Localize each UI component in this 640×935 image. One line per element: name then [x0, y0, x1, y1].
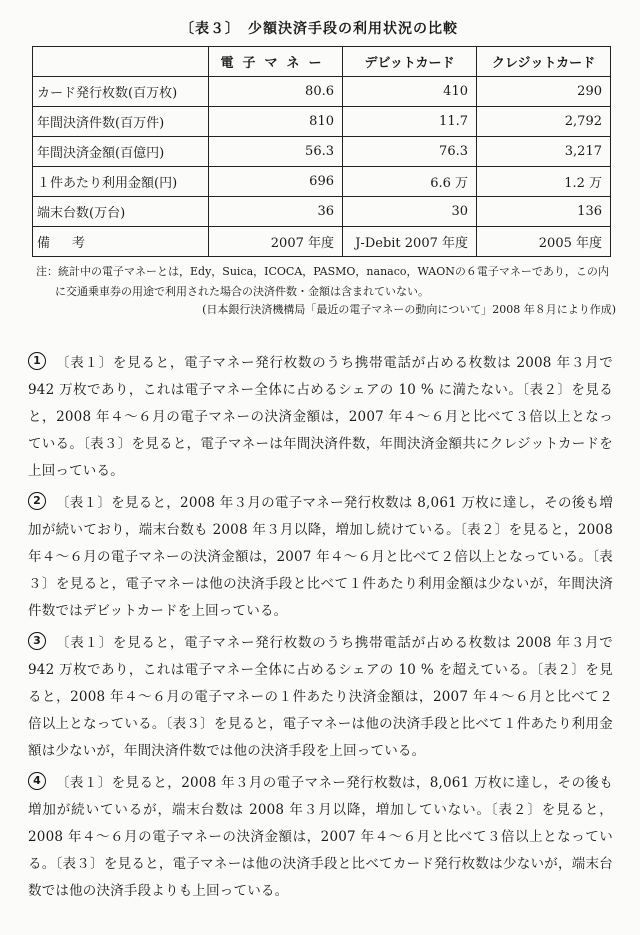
choice-1[interactable] [28, 350, 613, 485]
source-citation: (日本銀行決済機構局「最近の電子マネーの動向について」2008 年８月により作成) [202, 303, 616, 316]
cell-credit: 1.2 万 [477, 167, 611, 197]
cell-emoney: 696 [209, 167, 343, 197]
choice-4[interactable] [28, 770, 613, 905]
row-label: 端末台数(万台) [33, 197, 209, 227]
choice-text: 〔表１〕を見ると，電子マネー発行枚数のうち携帯電話が占める枚数は 2008 年３月で 942 万枚であり，これは電子マネー全体に占めるシェアの 10 % に満たない。〔表２〕を見ると，2008 年４～６月の電子マネーの決済金額は，2007 年４～６月と比べて３倍以上となっている。〔表３〕を見ると，電子マネーは年間決済件数，年間決済金額共にクレジットカードを上回っている。 [28, 355, 613, 479]
note-line-2: に交通乗車券の用途で利用された場合の決済件数・金額は含まれていない。 [55, 285, 429, 298]
row-label: 年間決済金額(百億円) [33, 137, 209, 167]
choice-marker: 1 [28, 352, 46, 370]
cell-debit: 30 [343, 197, 477, 227]
cell-credit: 2,792 [477, 107, 611, 137]
cell-emoney: 36 [209, 197, 343, 227]
row-label: 年間決済件数(百万件) [33, 107, 209, 137]
note-line-1: 注：統計中の電子マネーとは，Edy，Suica，ICOCA，PASMO，nanaco，WAONの６電子マネーであり，この内 [36, 265, 609, 278]
table-row [33, 167, 611, 197]
header-debit: デビットカード [343, 47, 477, 77]
choice-marker: 4 [28, 772, 46, 790]
cell-credit: 2005 年度 [477, 227, 611, 257]
cell-emoney: 80.6 [209, 77, 343, 107]
header-blank [33, 47, 209, 77]
table-row [33, 107, 611, 137]
table-row [33, 77, 611, 107]
cell-emoney: 56.3 [209, 137, 343, 167]
cell-credit: 290 [477, 77, 611, 107]
cell-credit: 136 [477, 197, 611, 227]
table-header-row [33, 47, 611, 77]
choice-3[interactable] [28, 630, 613, 765]
row-label: １件あたり利用金額(円) [33, 167, 209, 197]
choice-text: 〔表１〕を見ると，2008 年３月の電子マネー発行枚数は 8,061 万枚に達し，その後も増加が続いており，端末台数も 2008 年３月以降，増加し続けている。〔表２〕を見ると，2008 年４～６月の電子マネーの決済金額は，2007 年４～６月と比べて２倍以上となっている。〔表３〕を見ると，電子マネーは他の決済手段と比べて１件あたり利用金額は少ないが，年間決済件数ではデビットカードを上回っている。 [28, 495, 613, 619]
answer-choices [28, 350, 613, 910]
cell-credit: 3,217 [477, 137, 611, 167]
row-label: カード発行枚数(百万枚) [33, 77, 209, 107]
table-title: 〔表３〕 少額決済手段の利用状況の比較 [180, 21, 458, 37]
cell-debit: J-Debit 2007 年度 [343, 227, 477, 257]
header-emoney: 電子マネー [209, 47, 343, 77]
table-row [33, 137, 611, 167]
cell-debit: 410 [343, 77, 477, 107]
cell-emoney: 810 [209, 107, 343, 137]
row-label: 備考 [33, 227, 209, 257]
cell-debit: 76.3 [343, 137, 477, 167]
cell-debit: 6.6 万 [343, 167, 477, 197]
cell-debit: 11.7 [343, 107, 477, 137]
choice-text: 〔表１〕を見ると，2008 年３月の電子マネー発行枚数は，8,061 万枚に達し，その後も増加が続いているが，端末台数は 2008 年３月以降，増加していない。〔表２〕を見ると，2008 年４～６月の電子マネーの決済金額は，2007 年４～６月と比べて３倍以上となっている。〔表３〕を見ると，電子マネーは他の決済手段と比べてカード発行枚数は少ないが，端末台数では他の決済手段よりも上回っている。 [28, 775, 613, 899]
choice-text: 〔表１〕を見ると，電子マネー発行枚数のうち携帯電話が占める枚数は 2008 年３月で 942 万枚であり，これは電子マネー全体に占めるシェアの 10 % を超えている。〔表２〕を見ると，2008 年４～６月の電子マネーの１件あたり決済金額は，2007 年４～６月と比べて２倍以上となっている。〔表３〕を見ると，電子マネーは他の決済手段と比べて１件あたり利用金額は少ないが，年間決済件数では他の決済手段を上回っている。 [28, 635, 613, 759]
choice-marker: 3 [28, 632, 46, 650]
table-row [33, 197, 611, 227]
table-note [36, 262, 616, 302]
choice-2[interactable] [28, 490, 613, 625]
table-row [33, 227, 611, 257]
header-credit: クレジットカード [477, 47, 611, 77]
cell-emoney: 2007 年度 [209, 227, 343, 257]
comparison-table [32, 46, 611, 257]
choice-marker: 2 [28, 492, 46, 510]
